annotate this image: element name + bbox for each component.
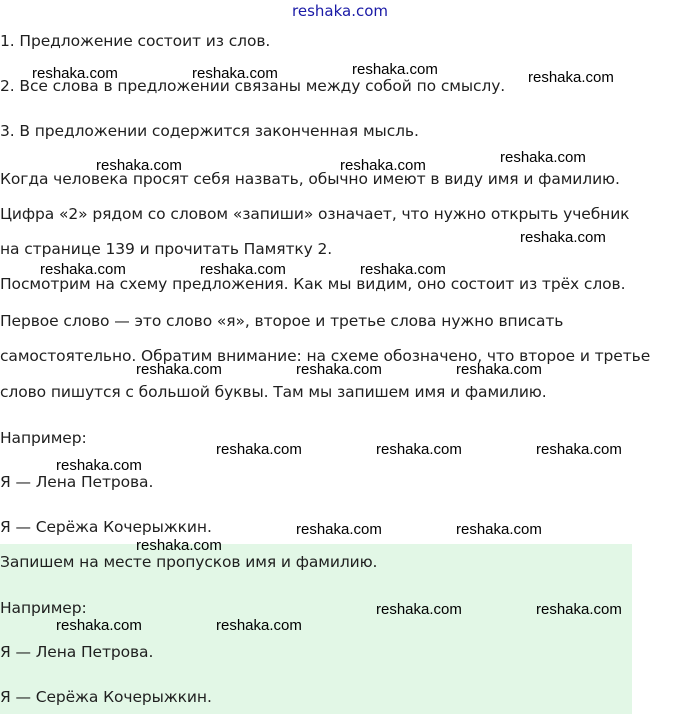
watermark: reshaka.com [32, 65, 118, 82]
watermark: reshaka.com [296, 361, 382, 378]
watermark: reshaka.com [536, 601, 622, 618]
paragraph-name-explanation: Когда человека просят себя назвать, обычно имеют в виду имя и фамилию. [0, 170, 620, 188]
answer-sentence-2: Я — Серёжа Кочерыжкин. [0, 688, 212, 706]
watermark: reshaka.com [352, 61, 438, 78]
example-label: Например: [0, 429, 87, 447]
header-watermark[interactable]: reshaka.com [292, 2, 388, 20]
watermark: reshaka.com [340, 157, 426, 174]
watermark: reshaka.com [376, 601, 462, 618]
rule-3: 3. В предложении содержится законченная мысль. [0, 122, 419, 140]
watermark: reshaka.com [216, 617, 302, 634]
watermark: reshaka.com [376, 441, 462, 458]
watermark: reshaka.com [528, 69, 614, 86]
watermark: reshaka.com [56, 457, 142, 474]
paragraph-digit-line-2: на странице 139 и прочитать Памятку 2. [0, 240, 333, 258]
watermark: reshaka.com [40, 261, 126, 278]
watermark: reshaka.com [456, 521, 542, 538]
watermark: reshaka.com [96, 157, 182, 174]
paragraph-first-word-line-3: слово пишутся с большой буквы. Там мы запишем имя и фамилию. [0, 383, 547, 401]
paragraph-first-word-line-1: Первое слово — это слово «я», второе и третье слова нужно вписать [0, 312, 564, 330]
watermark: reshaka.com [136, 361, 222, 378]
watermark: reshaka.com [216, 441, 302, 458]
rule-1: 1. Предложение состоит из слов. [0, 32, 271, 50]
paragraph-first-word-line-2: самостоятельно. Обратим внимание: на схеме обозначено, что второе и третье [0, 347, 651, 365]
watermark: reshaka.com [296, 521, 382, 538]
watermark: reshaka.com [520, 229, 606, 246]
example-sentence-1: Я — Лена Петрова. [0, 473, 154, 491]
answer-example-label: Например: [0, 599, 87, 617]
example-sentence-2: Я — Серёжа Кочерыжкин. [0, 518, 212, 536]
watermark: reshaka.com [500, 149, 586, 166]
watermark: reshaka.com [56, 617, 142, 634]
watermark: reshaka.com [456, 361, 542, 378]
answer-instruction: Запишем на месте пропусков имя и фамилию. [0, 553, 378, 571]
watermark: reshaka.com [200, 261, 286, 278]
answer-sentence-1: Я — Лена Петрова. [0, 643, 154, 661]
watermark: reshaka.com [136, 537, 222, 554]
watermark: reshaka.com [536, 441, 622, 458]
rule-2: 2. Все слова в предложении связаны между собой по смыслу. [0, 77, 506, 95]
watermark: reshaka.com [192, 65, 278, 82]
paragraph-digit-line-1: Цифра «2» рядом со словом «запиши» означает, что нужно открыть учебник [0, 205, 630, 223]
paragraph-scheme: Посмотрим на схему предложения. Как мы видим, оно состоит из трёх слов. [0, 275, 626, 293]
watermark: reshaka.com [360, 261, 446, 278]
